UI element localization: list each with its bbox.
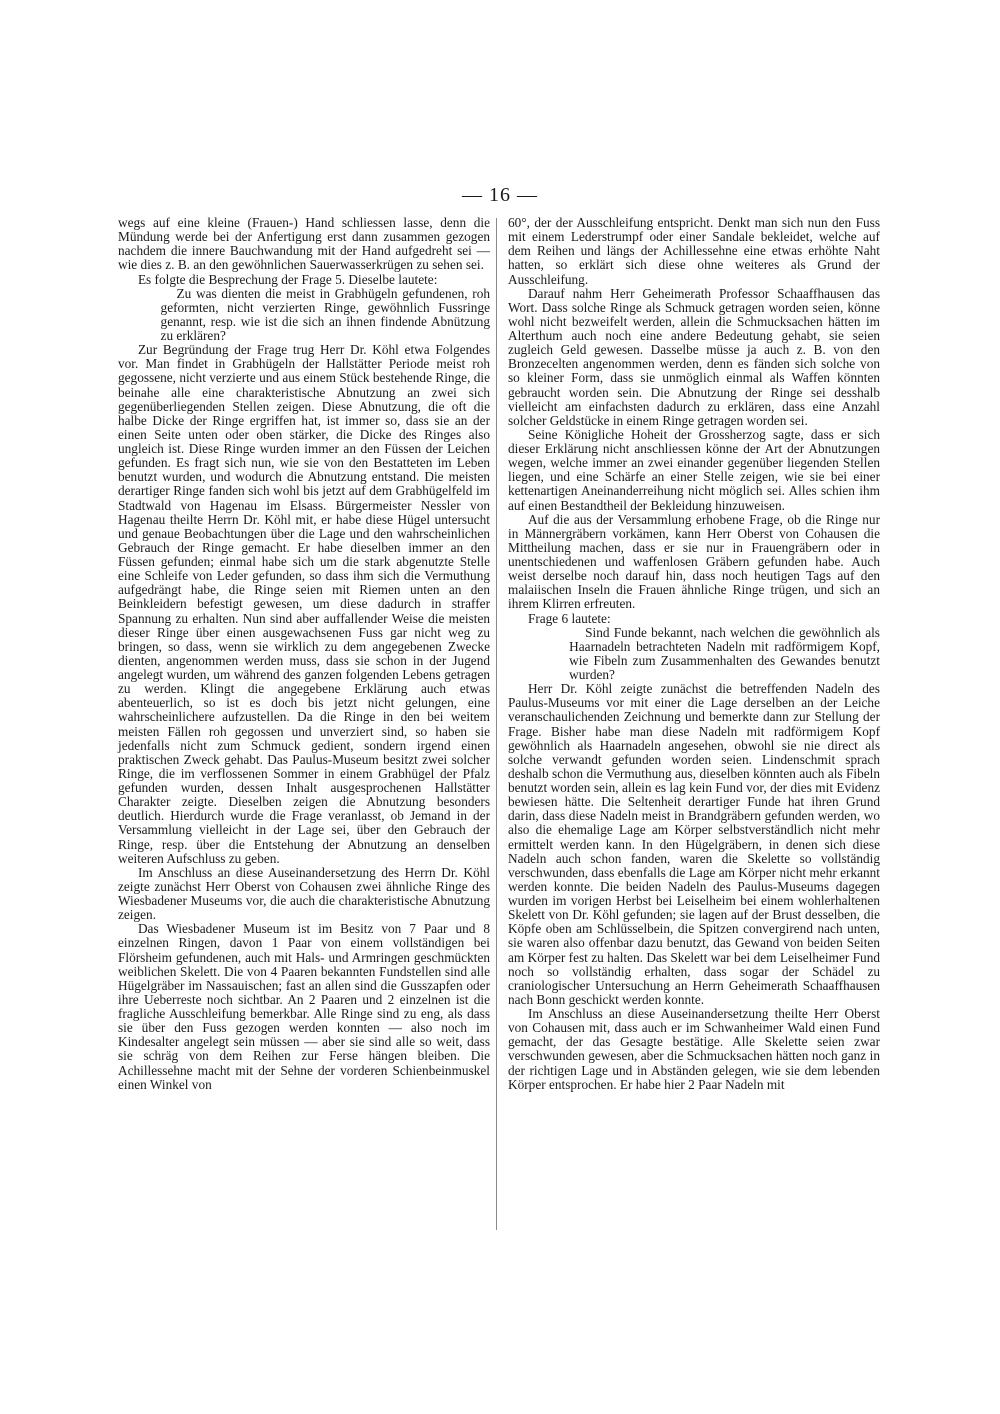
paragraph: Herr Dr. Köhl zeigte zunächst die betreffenden Nadeln des Paulus-Museums vor mit einer die Lage derselben an der Leiche veranschaulichenden Zeichnung und bemerkte dann zur Stellung der Frage. Bisher habe man diese Nadeln mit radförmigem Kopf gewöhnlich als Haarnadeln angesehen, obwohl sie nie direct als solche verwandt gefunden worden seien. Lindenschmit sprach deshalb schon die Vermuthung aus, dieselben könnten auch als Fibeln benutzt worden sein, allein es lag kein Fund vor, der dies mit Evidenz bewiesen hätte. Die Seltenheit derartiger Funde hat ihren Grund darin, dass diese Nadeln meist in Brandgräbern gefunden werden, wo also die ehemalige Lage am Körper selbstverständlich nicht mehr ermittelt werden kann. In den Hügelgräbern, in denen sich diese Nadeln auch schon fanden, waren die Skelette so vollständig verschwunden, dass ebenfalls die Lage am Körper nicht mehr erkannt werden konnte. Die beiden Nadeln des Paulus-Museums dagegen wurden im vorigen Herbst bei Leiselheim bei einem wohlerhaltenen Skelett von Dr. Köhl gefunden; sie lagen auf der Brust desselben, die Köpfe oben am Schlüsselbein, die Spitzen convergirend nach unten, sie waren also offenbar dazu benutzt, das Gewand von beiden Seiten am Körper fest zu halten. Das Skelett war bei dem Leiselheimer Fund noch so vollständig erhalten, dass sogar der Schädel zu craniologischer Untersuchung an Herrn Geheimerath Schaaffhausen nach Bonn geschickt werden konnte. xyxy=(508,681,880,1007)
paragraph: Es folgte die Besprechung der Frage 5. Dieselbe lautete: xyxy=(137,271,438,287)
question-6-quote: Sind Funde bekannt, nach welchen die gewöhnlich als Haarnadeln betrachteten Nadeln mit radförmigem Kopf, wie Fibeln zum Zusammenhalten des Gewandes benutzt wurden? xyxy=(569,624,880,682)
paragraph: Darauf nahm Herr Geheimerath Professor Schaaffhausen das Wort. Dass solche Ringe als Schmuck getragen worden seien, könne wohl nicht bezweifelt werden, allein die Schmucksachen hätten im Alterthum auch noch eine andere Bedeutung gehabt, sie seien zugleich Geld gewesen. Dasselbe müsse ja auch z. B. von den Bronzecelten angenommen werden, denn es fänden sich solche von so kleiner Form, dass sie unmöglich einmal als Waffen könnten gebraucht worden sein. Die Abnutzung der Ringe sei desshalb vielleicht am einfachsten dadurch zu erklären, dass eine Anzahl solcher Geldstücke in einem Ringe getragen worden sei. xyxy=(508,285,880,428)
page-number: — 16 — xyxy=(462,184,538,206)
paragraph: 60°, der der Ausschleifung entspricht. Denkt man sich nun den Fuss mit einem Lederstrumpf oder einer Sandale bekleidet, welche auf dem Reihen und längs der Achillessehne eine etwas erhöhte Naht hatten, so erklärt sich diese ohne weiteres als Grund der Ausschleifung. xyxy=(508,215,880,287)
left-column xyxy=(118,216,490,1092)
paragraph: Auf die aus der Versammlung erhobene Frage, ob die Ringe nur in Männergräbern vorkämen, kann Herr Oberst von Cohausen die Mittheilung machen, dass er sie nur in Frauengräbern oder in unentschiedenen und waffenlosen Gräbern gefunden habe. Auch weist derselbe noch darauf hin, dass noch heutigen Tags auf den malaiischen Inseln die Frauen ähnliche Ringe trügen, und sich an ihrem Klirren erfreuten. xyxy=(508,511,880,612)
right-column xyxy=(508,216,880,1092)
paragraph: Seine Königliche Hoheit der Grossherzog sagte, dass er sich dieser Erklärung nicht anschliessen könne der Art der Abnutzungen wegen, welche immer an zwei einander gegenüber liegenden Stellen liegen, und eine Schärfe an einer Stelle zeigen, wie sie bei einer kettenartigen Aneinanderreihung nicht möglich sei. Alles schien ihm auf einen Bestandtheil der Bekleidung hinzuweisen. xyxy=(508,426,880,513)
paragraph: Im Anschluss an diese Auseinandersetzung theilte Herr Oberst von Cohausen mit, dass auch er im Schwanheimer Wald einen Fund gemacht, der das Gesagte bestätige. Alle Skelette seien zwar verschwunden gewesen, aber die Schmucksachen hätten noch ganz in der richtigen Lage und in Abständen gelegen, wie sie dem lebenden Körper entsprochen. Er habe hier 2 Paar Nadeln mit xyxy=(508,1006,880,1092)
paragraph: Im Anschluss an diese Auseinandersetzung des Herrn Dr. Köhl zeigte zunächst Herr Oberst von Cohausen zwei ähnliche Ringe des Wiesbadener Museums vor, die auch die charakteristische Abnutzung zeigen. xyxy=(118,864,490,923)
paragraph: Zur Begründung der Frage trug Herr Dr. Köhl etwa Folgendes vor. Man findet in Grabhügeln der Hallstätter Periode meist roh gegossene, nicht verzierte und aus einem Stück bestehende Ringe, die beinahe alle eine charakteristische Abnutzung an zwei sich gegenüberliegenden Stellen zeigen. Diese Abnutzung, die oft die halbe Dicke der Ringe ergriffen hat, ist immer so, dass sie an der einen Seite unten oder oben stärker, die Dicke des Ringes also ungleich ist. Diese Ringe wurden immer an den Füssen der Leichen gefunden. Es fragt sich nun, wie sie von den Bestatteten im Leben benutzt wurden, und wodurch die Abnutzung entstand. Die meisten derartiger Ringe fanden sich wohl bis jetzt auf dem Grabhügelfeld im Stadtwald von Hagenau im Elsass. Bürgermeister Nessler von Hagenau theilte Herrn Dr. Köhl mit, er habe diese Hügel untersucht und genaue Beobachtungen über die Lage und den wahrscheinlichen Gebrauch der Ringe gemacht. Er habe dieselben immer an den Füssen gefunden; einmal habe sich um die stark abgenutzte Stelle eine Schleife von Leder gefunden, so dass ihm sich die Vermuthung aufgedrängt habe, die Ringe seien mit Riemen unten an den Beinkleidern befestigt gewesen, um diese dadurch in straffer Spannung zu erhalten. Nun sind aber auffallender Weise die meisten dieser Ringe über einen ausgewachsenen Fuss gar nicht weg zu bringen, so dass, wenn sie wirklich zu dem angegebenen Zwecke dienten, angenommen werden muss, dass sie schon in der Jugend angelegt wurden, um während des ganzen folgenden Lebens getragen zu werden. Klingt die angegebene Erklärung auch etwas abenteuerlich, so ist es doch bis jetzt nicht gelungen, eine wahrscheinlichere aufzustellen. Da die Ringe in den bei weitem meisten Fällen roh gegossen und unverziert sind, so haben sie jedenfalls nicht zum Schmuck gedient, sondern irgend einen praktischen Zweck gehabt. Das Paulus-Museum besitzt zwei solcher Ringe, die im verflossenen Sommer in einem Grabhügel der Pfalz gefunden wurden, dessen Inhalt ausgesprochenen Hallstätter Charakter zeigte. Dieselben zeigen die Abnutzung besonders deutlich. Hierdurch wurde die Frage veranlasst, ob Jemand in der Versammlung vielleicht in der Lage sei, über den Gebrauch der Ringe, resp. über die Entstehung der Abnutzung an denselben weiteren Aufschluss zu geben. xyxy=(118,342,490,866)
paragraph: Frage 6 lautete: xyxy=(527,610,611,626)
paragraph: Das Wiesbadener Museum ist im Besitz von 7 Paar und 8 einzelnen Ringen, davon 1 Paar von einem vollständigen bei Flörsheim gefundenen, auch mit Hals- und Armringen geschmückten weiblichen Skelett. Die von 4 Paaren bekannten Fundstellen sind alle Hügelgräber im Nassauischen; fast an allen sind die Gusszapfen oder ihre Ueberreste noch sichtbar. An 2 Paaren und 2 einzelnen ist die fragliche Ausschleifung bemerkbar. Alle Ringe sind zu eng, als dass sie über den Fuss gezogen werden konnten — also noch im Kindesalter angelegt sein müssen — aber sie sind alle so weit, dass sie schräg von dem Reihen zur Ferse hängen bleiben. Die Achillessehne macht mit der Sehne der vorderen Schienbeinmuskel einen Winkel von xyxy=(118,921,490,1092)
column-divider xyxy=(496,218,497,1230)
paragraph: wegs auf eine kleine (Frauen-) Hand schliessen lasse, denn die Mündung werde bei der Anfertigung erst dann zusammen gezogen nachdem die innere Bauchwandung mit der Hand aufgedreht sei — wie dies z. B. an den gewöhnlichen Sauerwasserkrügen zu sehen sei. xyxy=(118,215,490,273)
question-5-quote: Zu was dienten die meist in Grabhügeln gefundenen, roh geformten, nicht verzierten Ringe, gewöhnlich Fussringe genannt, resp. wie ist die sich an ihnen findende Abnützung zu erklären? xyxy=(160,285,490,343)
